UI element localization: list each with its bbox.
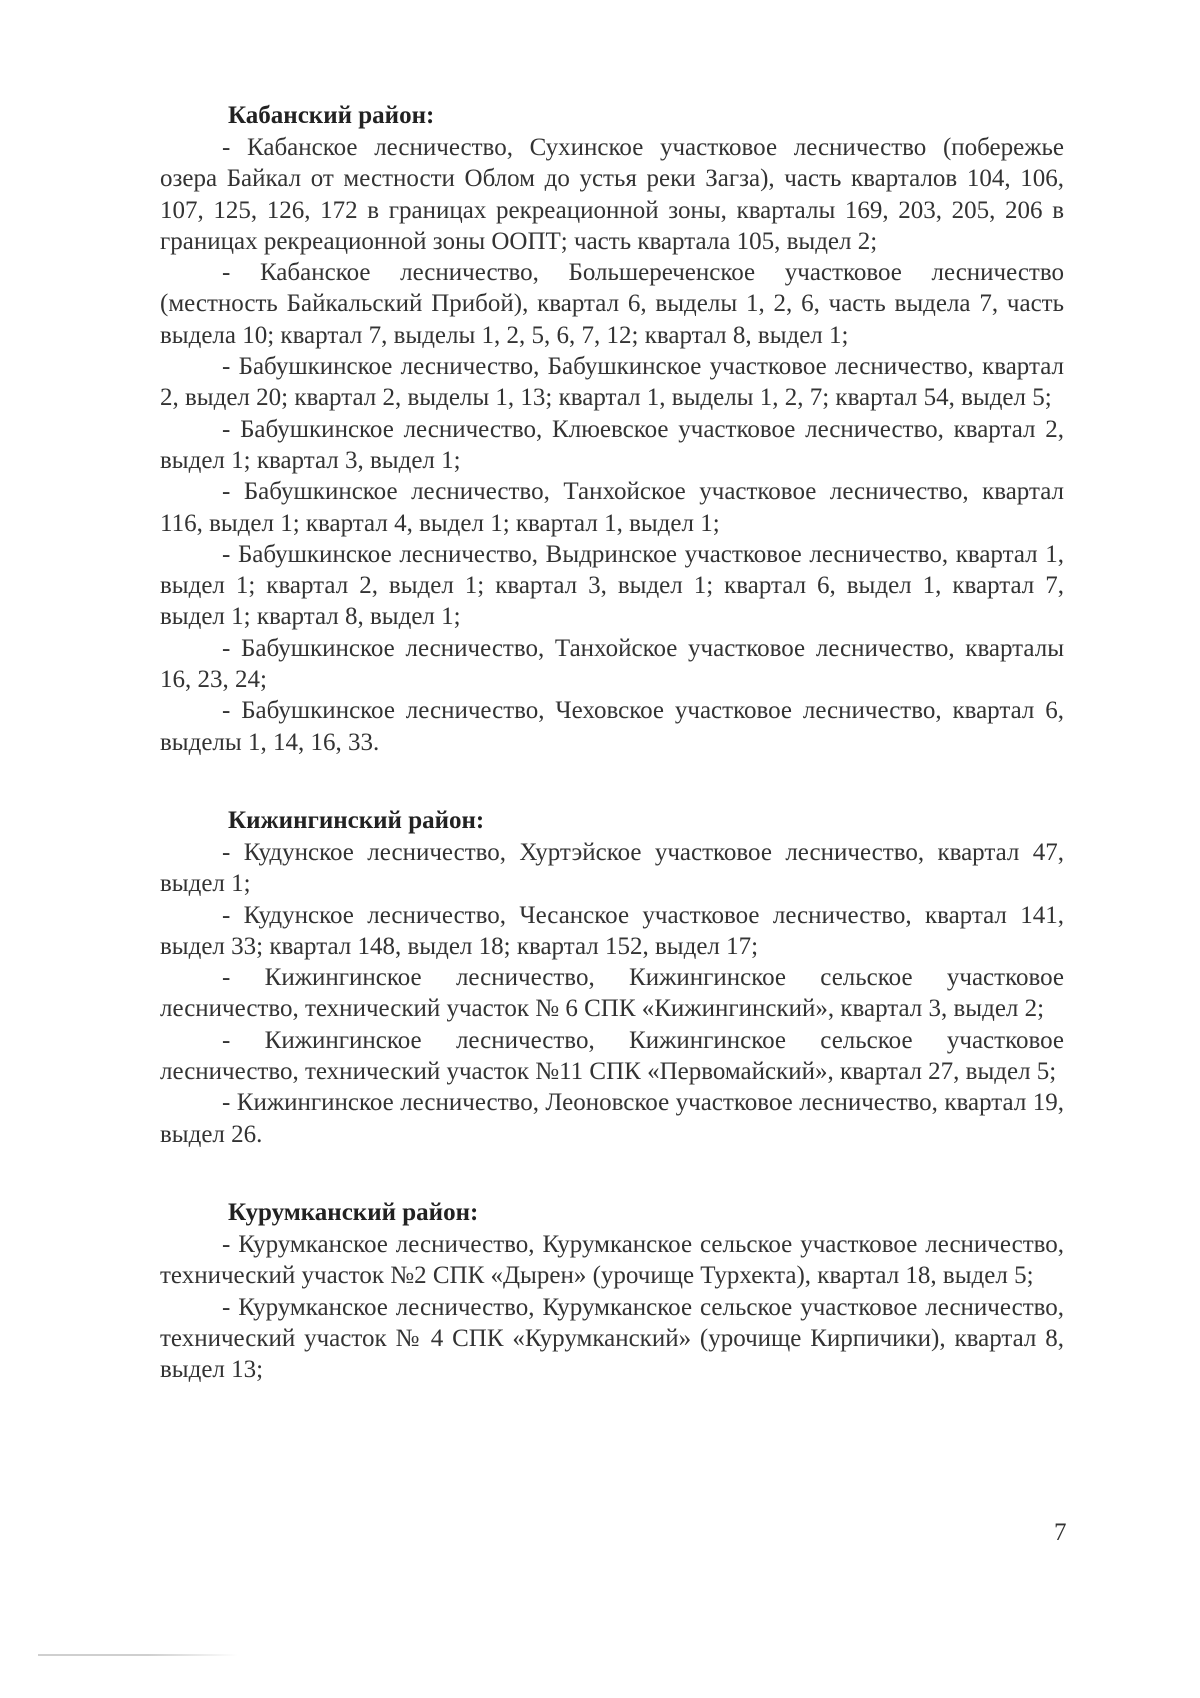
forestry-item: - Курумканское лесничество, Курумканское сельское участковое лесничество, технический участок № 4 СПК «Курумканский» (урочище Кирпичики), квартал 8, выдел 13; (160, 1293, 1064, 1384)
document-page (160, 100, 1064, 1432)
scan-artifact-line (38, 1654, 238, 1656)
district-section-kizhinginsky (160, 805, 1064, 1150)
forestry-item: - Бабушкинское лесничество, Выдринское участковое лесничество, квартал 1, выдел 1; квартал 2, выдел 1; квартал 3, выдел 1; квартал 6, выдел 1, квартал 7, выдел 1; квартал 8, выдел 1; (160, 540, 1064, 631)
forestry-item: - Бабушкинское лесничество, Бабушкинское участковое лесничество, квартал 2, выдел 20; квартал 2, выделы 1, 13; квартал 1, выделы 1, 2, 7; квартал 54, выдел 5; (160, 353, 1064, 412)
page-number: 7 (1054, 1519, 1067, 1546)
forestry-item: - Бабушкинское лесничество, Танхойское участковое лесничество, квартал 116, выдел 1; квартал 4, выдел 1; квартал 1, выдел 1; (160, 478, 1064, 537)
forestry-item: - Бабушкинское лесничество, Клюевское участковое лесничество, квартал 2, выдел 1; квартал 3, выдел 1; (160, 415, 1064, 474)
forestry-item: - Кабанское лесничество, Сухинское участковое лесничество (побережье озера Байкал от местности Облом до устья реки Загза), часть кварталов 104, 106, 107, 125, 126, 172 в границах рекреационной зоны, кварталы 169, 203, 205, 206 в границах рекреационной зоны ООПТ; часть квартала 105, выдел 2; (160, 134, 1064, 255)
forestry-item: - Кудунское лесничество, Чесанское участковое лесничество, квартал 141, выдел 33; квартал 148, выдел 18; квартал 152, выдел 17; (160, 901, 1064, 960)
forestry-item: - Кудунское лесничество, Хуртэйское участковое лесничество, квартал 47, выдел 1; (160, 838, 1064, 898)
forestry-item: - Кабанское лесничество, Большереченское участковое лесничество (местность Байкальский Прибой), квартал 6, выделы 1, 2, 6, часть выдела 7, часть выдела 10; квартал 7, выделы 1, 2, 5, 6, 7, 12; квартал 8, выдел 1; (160, 259, 1064, 349)
district-heading: Курумканский район: (228, 1198, 479, 1226)
district-section-kurumkansky (160, 1197, 1064, 1385)
forestry-item: - Кижингинское лесничество, Кижингинское сельское участковое лесничество, технический участок № 6 СПК «Кижингинский», квартал 3, выдел 2; (160, 964, 1064, 1023)
forestry-item: - Бабушкинское лесничество, Чеховское участковое лесничество, квартал 6, выделы 1, 14, 16, 33. (160, 697, 1064, 756)
district-heading: Кижингинский район: (228, 806, 485, 834)
forestry-item: - Кижингинское лесничество, Кижингинское сельское участковое лесничество, технический участок №11 СПК «Первомайский», квартал 27, выдел 5; (160, 1026, 1064, 1086)
forestry-item: - Курумканское лесничество, Курумканское сельское участковое лесничество, технический участок №2 СПК «Дырен» (урочище Турхекта), квартал 18, выдел 5; (160, 1230, 1064, 1290)
forestry-item: - Бабушкинское лесничество, Танхойское участковое лесничество, кварталы 16, 23, 24; (160, 634, 1064, 694)
district-section-kabansky (160, 100, 1064, 758)
district-heading: Кабанский район: (228, 102, 435, 129)
forestry-item: - Кижингинское лесничество, Леоновское участковое лесничество, квартал 19, выдел 26. (160, 1089, 1064, 1148)
